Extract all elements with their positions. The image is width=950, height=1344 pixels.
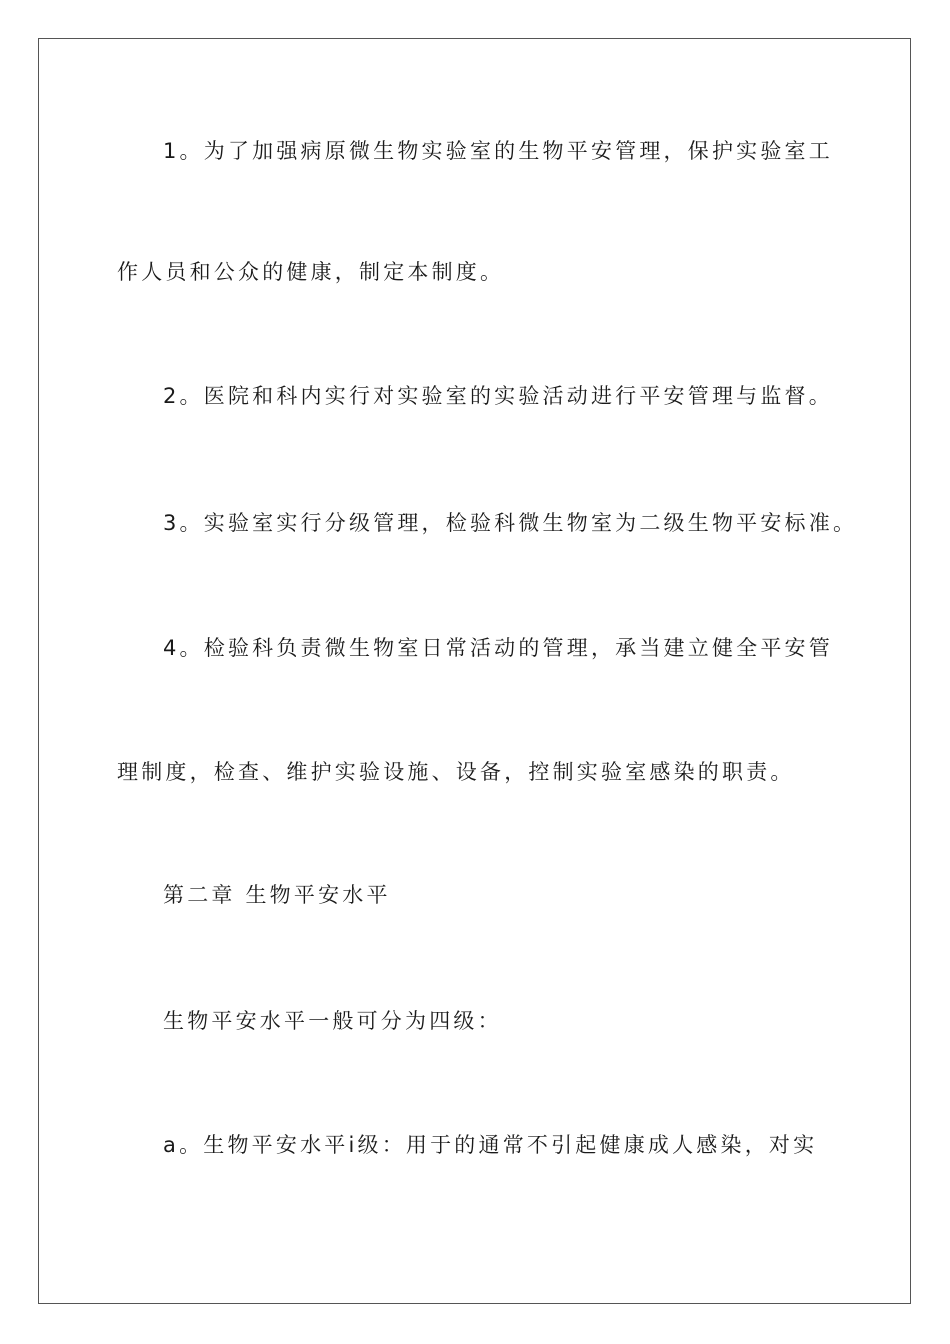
- page-border: [38, 38, 911, 1304]
- paragraph-5: 生物平安水平一般可分为四级：: [163, 1009, 502, 1033]
- paragraph-1-line-1: 1。为了加强病原微生物实验室的生物平安管理，保护实验室工: [163, 139, 833, 163]
- paragraph-2: 2。医院和科内实行对实验室的实验活动进行平安管理与监督。: [163, 384, 833, 408]
- paragraph-3: 3。实验室实行分级管理，检验科微生物室为二级生物平安标准。: [163, 511, 858, 535]
- chapter-heading: 第二章 生物平安水平: [163, 883, 391, 907]
- paragraph-4-line-1: 4。检验科负责微生物室日常活动的管理，承当建立健全平安管: [163, 636, 833, 660]
- paragraph-4-line-2: 理制度，检查、维护实验设施、设备，控制实验室感染的职责。: [117, 760, 795, 784]
- paragraph-1-line-2: 作人员和公众的健康，制定本制度。: [117, 260, 505, 284]
- paragraph-6-line-1: a。生物平安水平ⅰ级：用于的通常不引起健康成人感染，对实: [163, 1133, 818, 1157]
